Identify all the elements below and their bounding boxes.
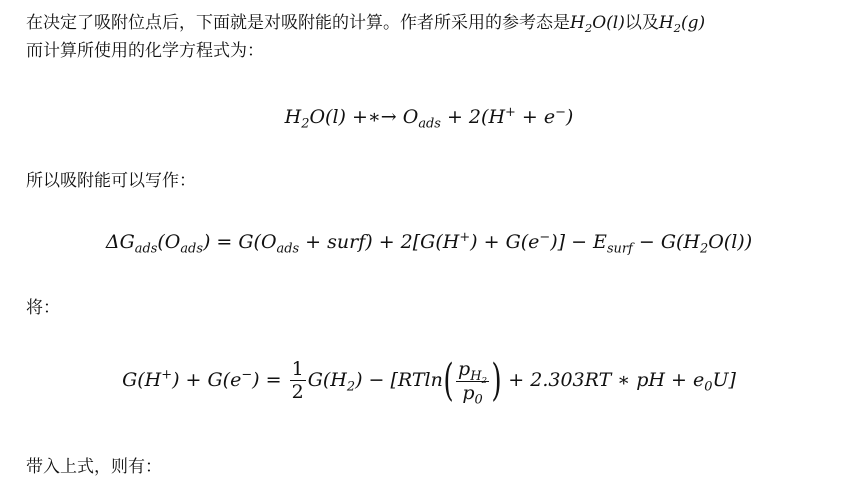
fraction-pressure-ratio: $\frac{p_{H_2}}{p_0}$: [458, 358, 488, 408]
h2o-liquid-formula: $H_2O(l)$: [570, 13, 625, 36]
paragraph-adsorption-energy: 所以吸附能可以写作：: [26, 171, 196, 191]
intro-text: 在决定了吸附位点后，下面就是对吸附能的计算。作者所采用的参考态是: [26, 13, 570, 33]
equation-reaction: $H_2O(l)$ +∗→ $O_{ads} + 2(H^+ + e^-)$: [284, 104, 574, 132]
paragraph-intro-line2: 而计算所使用的化学方程式为：: [26, 41, 264, 61]
fraction-one-half: $\frac{1}{2}$: [291, 358, 304, 404]
equation-adsorption-energy: $\Delta G_{ads}(O_{ads}) = G(O_{ads}$ + surf) + $2[G(H^+) + G(e^-)] - E_{surf} - G(H_2O(l))$: [105, 229, 753, 257]
paragraph-substitute: 将：: [26, 298, 60, 318]
left-paren: (: [443, 354, 454, 406]
h2-gas-formula: $H_2(g)$: [658, 13, 706, 36]
equation-free-energy-proton-electron: G(H+) + G(e−) = $\frac{1}{2}$ $G(H_2) - [RTln$( $\frac{p_{H_2}}{p_0}$ ) + 2.303RT ∗ pH + $e_0U$]: [122, 354, 736, 408]
right-paren: ): [491, 354, 502, 406]
intro-connector: 以及: [624, 13, 659, 33]
paragraph-intro: [26, 10, 705, 36]
paragraph-substitute-result: 带入上式，则有：: [26, 457, 162, 477]
